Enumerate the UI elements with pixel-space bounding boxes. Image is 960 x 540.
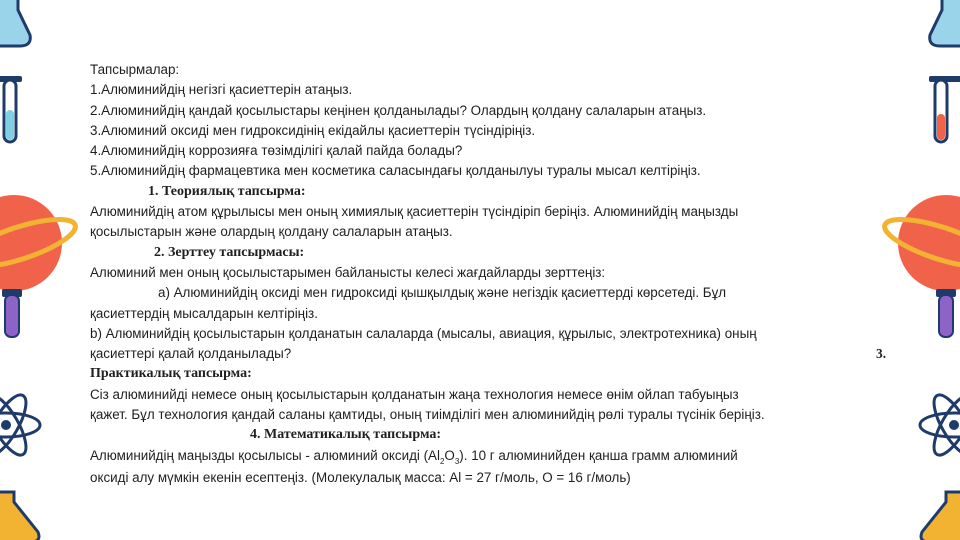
section2-heading: 2. Зерттеу тапсырмасы:: [154, 244, 305, 260]
section2-line: Алюминий мен оның қосылыстарымен байланысты келесі жағдайларды зерттеңіз:: [90, 264, 606, 280]
section3-number: 3.: [876, 346, 887, 362]
flask-icon: [0, 480, 60, 540]
section2-last-line: [90, 344, 940, 364]
section4-text: Алюминийдің маңызды қосылысы - алюминий оксиді (Al: [90, 447, 440, 463]
section1-line: қосылыстарын және олардың қолдану салаларын атаңыз.: [90, 224, 453, 240]
flask-icon: [0, 0, 40, 50]
section1-heading: 1. Теориялық тапсырма:: [148, 183, 306, 199]
task-text: [90, 60, 940, 488]
section2-line: а) Алюминийдің оксиді мен гидроксиді қышқылдық және негіздік қасиеттерді көрсетеді. Бұл: [158, 285, 727, 301]
tasks-header: Тапсырмалар:: [90, 62, 180, 77]
section2-line: қасиеттері қалай қолданылады?: [90, 346, 292, 362]
subscript: 3: [454, 456, 460, 466]
section3-line: қажет. Бұл технология қандай саланы қамтиды, оның тиімділігі мен алюминийдің рөлі туралы түсінік беріңіз.: [90, 407, 765, 423]
section2-line: b) Алюминийдің қосылыстарын қолданатын салаларда (мысалы, авиация, құрылыс, электротехника) оның: [90, 325, 757, 341]
flask-icon: [920, 0, 960, 50]
task-item-4: 4.Алюминийдің коррозияға төзімділігі қалай пайда болады?: [90, 143, 463, 159]
section4-text: O: [444, 447, 455, 463]
task-item-1: 1.Алюминийдің негізгі қасиеттерін атаңыз.: [90, 82, 353, 98]
task-item-5: 5.Алюминийдің фармацевтика мен косметика саласындағы қолданылуы туралы мысал келтіріңіз.: [90, 163, 701, 179]
test-tube-icon: [0, 283, 30, 343]
section4-text: ). 10 г алюминийден қанша грамм алюминий: [459, 447, 738, 463]
test-tubes-icon: [0, 70, 30, 150]
section1-line: Алюминийдің атом құрылысы мен оның химиялық қасиеттерін түсіндіріп беріңіз. Алюминийдің маңызды: [90, 204, 739, 220]
section3-line: Сіз алюминийді немесе оның қосылыстарын қолданатын жаңа технология немесе өнім ойлап табуыңыз: [90, 386, 739, 402]
section4-line: оксиді алу мүмкін екенін есептеңіз. (Молекулалық масса: Al = 27 г/моль, O = 16 г/моль): [90, 469, 631, 485]
task-item-2: 2.Алюминийдің қандай қосылыстары кеңінен қолданылады? Олардың қолдану салаларын атаңыз.: [90, 102, 707, 118]
section4-heading: 4. Математикалық тапсырма:: [250, 427, 442, 443]
atom-icon: [0, 385, 50, 465]
task-item-3: 3.Алюминий оксиді мен гидроксидінің екідайлы қасиеттерін түсіндіріңіз.: [90, 122, 536, 138]
flask-icon: [900, 480, 960, 540]
section3-heading: Практикалық тапсырма:: [90, 366, 252, 382]
section2-line: қасиеттердің мысалдарын келтіріңіз.: [90, 305, 318, 321]
subscript: 2: [439, 456, 445, 466]
section4-line: [90, 446, 940, 468]
